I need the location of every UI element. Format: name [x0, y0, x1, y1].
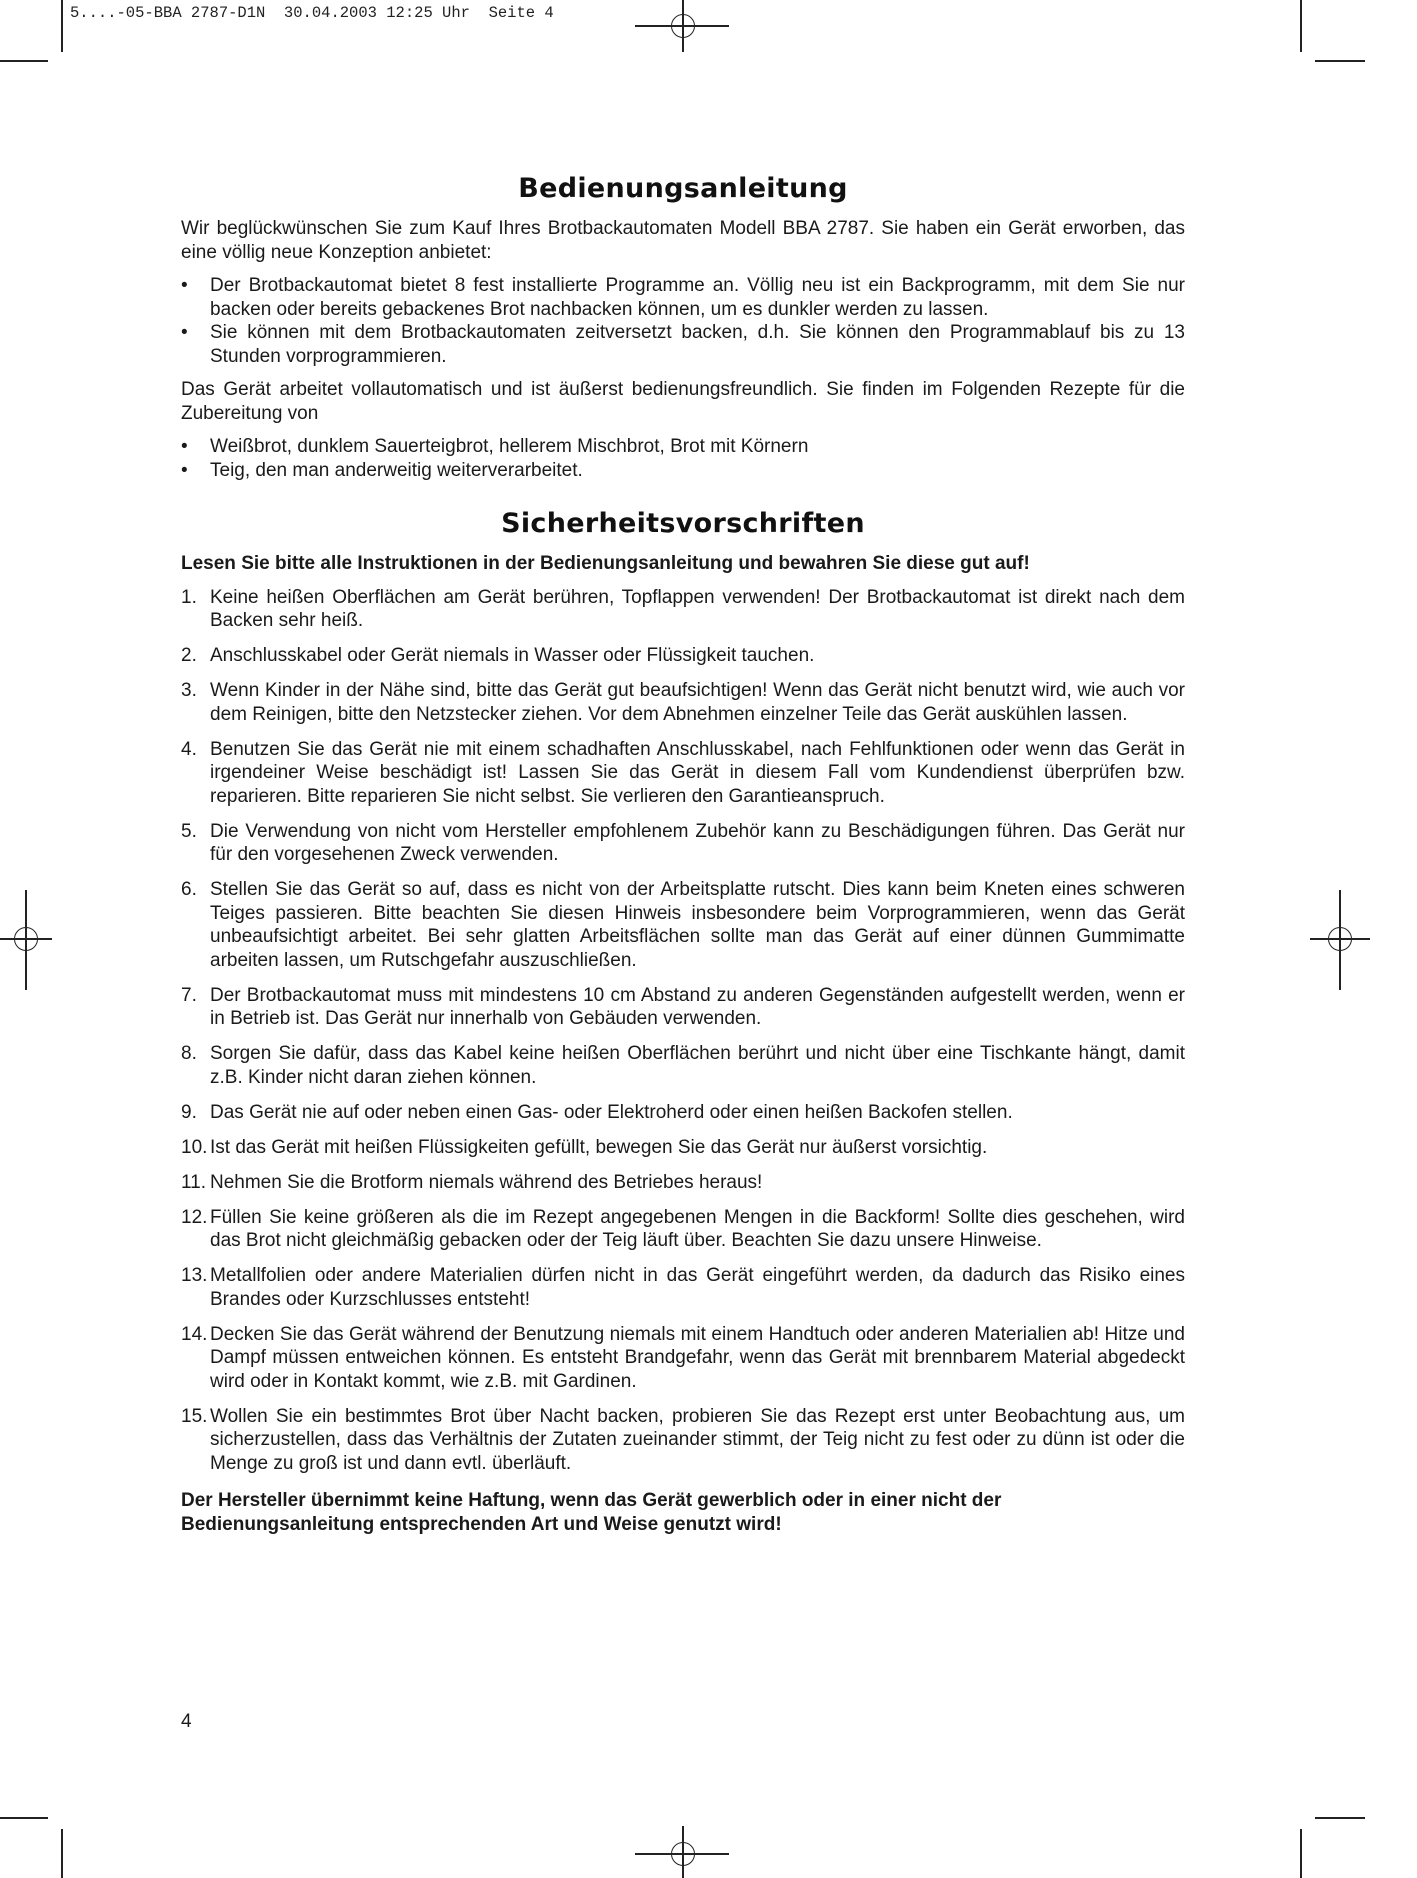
disclaimer: Der Hersteller übernimmt keine Haftung, wenn das Gerät gewerblich oder in einer nicht der Bedienungsanleitung entsprechenden Art und Weise genutzt wird! [181, 1490, 1002, 1535]
list-item: 1. Keine heißen Oberflächen am Gerät berühren, Topflappen verwenden! Der Brotbackautomat ist direkt nach dem Backen sehr heiß. [181, 586, 1185, 631]
list-item: 10. Ist das Gerät mit heißen Flüssigkeiten gefüllt, bewegen Sie das Gerät nur äußerst vorsichtig. [181, 1136, 988, 1158]
safety-list [181, 586, 1185, 1476]
list-item: 15. Wollen Sie ein bestimmtes Brot über Nacht backen, probieren Sie das Rezept erst unter Beobachtung aus, um sicherzustellen, dass das Verhältnis der Zutaten zueinander stimmt, der Teig nicht zu fest oder zu dünn ist oder die Menge zu groß ist und dann evtl. überläuft. [181, 1405, 1185, 1474]
page-number: 4 [181, 1711, 192, 1732]
list-item: 4. Benutzen Sie das Gerät nie mit einem schadhaften Anschlusskabel, nach Fehlfunktionen oder wenn das Gerät in irgendeiner Weise beschädigt ist! Lassen Sie das Gerät in diesem Fall vom Kundendienst überprüfen bzw. reparieren. Bitte reparieren Sie nicht selbst. Sie verlieren den Garantieanspruch. [181, 738, 1185, 807]
feature-list [181, 274, 1185, 368]
list-item: 7. Der Brotbackautomat muss mit mindestens 10 cm Abstand zu anderen Gegenständen aufgestellt werden, wenn er in Betrieb ist. Das Gerät nur innerhalb von Gebäuden verwenden. [181, 984, 1185, 1029]
list-item: 3. Wenn Kinder in der Nähe sind, bitte das Gerät gut beaufsichtigen! Wenn das Gerät nicht benutzt wird, wie auch vor dem Reinigen, bitte den Netzstecker ziehen. Vor dem Abnehmen einzelner Teile das Gerät auskühlen lassen. [181, 680, 1185, 725]
list-item: • Der Brotbackautomat bietet 8 fest installierte Programme an. Völlig neu ist ein Backprogramm, mit dem Sie nur backen oder bereits gebackenes Brot nachbacken können, um es dunkler werden zu lassen. [181, 274, 1185, 321]
intro-paragraph: Wir beglückwünschen Sie zum Kauf Ihres Brotbackautomaten Modell BBA 2787. Sie haben ein Gerät erworben, das eine völlig neue Konzeption anbietet: [181, 218, 1185, 263]
safety-title: Sicherheitsvorschriften [501, 508, 865, 539]
list-item: 9. Das Gerät nie auf oder neben einen Gas- oder Elektroherd oder einen heißen Backofen stellen. [181, 1101, 1013, 1123]
recipe-list [181, 435, 1185, 482]
list-item: 14. Decken Sie das Gerät während der Benutzung niemals mit einem Handtuch oder anderen Materialien ab! Hitze und Dampf müssen entweichen können. Es entsteht Brandgefahr, wenn das Gerät mit brennbarem Material abgedeckt wird oder in Kontakt kommt, wie z.B. mit Gardinen. [181, 1323, 1185, 1392]
list-item: • Weißbrot, dunklem Sauerteigbrot, hellerem Mischbrot, Brot mit Körnern [181, 435, 1185, 459]
safety-lead: Lesen Sie bitte alle Instruktionen in der Bedienungsanleitung und bewahren Sie diese gut auf! [181, 553, 1030, 574]
list-item: 13. Metallfolien oder andere Materialien dürfen nicht in das Gerät eingeführt werden, da dadurch das Risiko eines Brandes oder Kurzschlusses entsteht! [181, 1265, 1185, 1310]
list-item: 2. Anschlusskabel oder Gerät niemals in Wasser oder Flüssigkeit tauchen. [181, 645, 815, 666]
page-title: Bedienungsanleitung [518, 173, 848, 204]
list-item: • Teig, den man anderweitig weiterverarbeitet. [181, 459, 1185, 483]
list-item: 6. Stellen Sie das Gerät so auf, dass es nicht von der Arbeitsplatte rutscht. Dies kann beim Kneten eines schweren Teiges passieren. Bitte beachten Sie diesen Hinweis insbesondere beim Vorprogrammieren, wenn das Gerät unbeaufsichtigt arbeitet. Bei sehr glatten Arbeitsflächen sollte man das Gerät auf einer dünnen Gummimatte arbeiten lassen, um Rutschgefahr auszuschließen. [181, 879, 1185, 971]
list-item: • Sie können mit dem Brotbackautomaten zeitversetzt backen, d.h. Sie können den Programmablauf bis zu 13 Stunden vorprogrammieren. [181, 321, 1185, 368]
list-item: 8. Sorgen Sie dafür, dass das Kabel keine heißen Oberflächen berührt und nicht über eine Tischkante hängt, damit z.B. Kinder nicht daran ziehen können. [181, 1043, 1185, 1088]
list-item: 5. Die Verwendung von nicht vom Hersteller empfohlenem Zubehör kann zu Beschädigungen führen. Das Gerät nur für den vorgesehenen Zweck verwenden. [181, 820, 1185, 865]
print-header: 5....-05-BBA 2787-D1N 30.04.2003 12:25 Uhr Seite 4 [70, 4, 554, 22]
list-item: 12. Füllen Sie keine größeren als die im Rezept angegebenen Mengen in die Backform! Sollte dies geschehen, wird das Brot nicht gleichmäßig gebacken oder der Teig läuft über. Beachten Sie dazu unsere Hinweise. [181, 1206, 1185, 1251]
recipes-intro: Das Gerät arbeitet vollautomatisch und ist äußerst bedienungsfreundlich. Sie finden im Folgenden Rezepte für die Zubereitung von [181, 379, 1185, 424]
list-item: 11. Nehmen Sie die Brotform niemals während des Betriebes heraus! [181, 1171, 763, 1193]
